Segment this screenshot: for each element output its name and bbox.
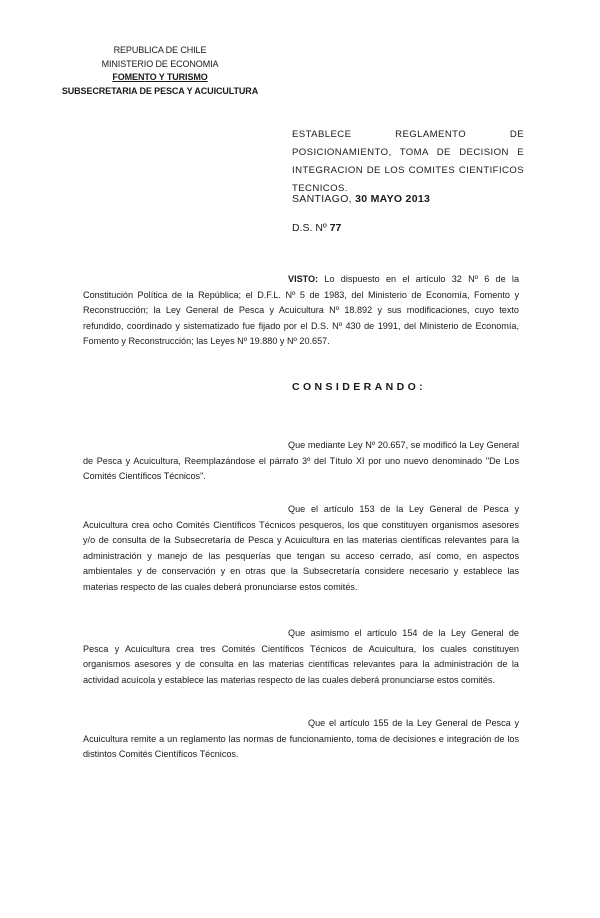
visto-paragraph — [83, 272, 519, 350]
decree-title: ESTABLECE REGLAMENTO DE POSICIONAMIENTO, TOMA DE DECISION E INTEGRACION DE LOS COMITES CIENTIFICOS TECNICOS. — [292, 129, 524, 194]
letterhead-ministry-sub: FOMENTO Y TURISMO — [112, 72, 208, 82]
considerando-paragraph — [83, 626, 519, 688]
letterhead-undersecretariat: SUBSECRETARIA DE PESCA Y ACUICULTURA — [61, 85, 259, 96]
considerando-paragraph — [83, 502, 519, 596]
paragraph-text: Que el artículo 155 de la Ley General de Pesca y Acuicultura remite a un reglamento las normas de funcionamiento, toma de decisiones e integración de los distintos Comités Científicos Técnicos. — [83, 718, 519, 760]
considerando-paragraph — [83, 438, 519, 485]
decree-number-label: D.S. Nº — [292, 222, 327, 234]
letterhead-ministry: MINISTERIO DE ECONOMIA — [101, 58, 219, 69]
visto-keyword: VISTO: — [288, 274, 319, 284]
letterhead-country: REPUBLICA DE CHILE — [113, 45, 207, 55]
decree-number-value: 77 — [329, 222, 342, 234]
decree-number — [292, 222, 341, 234]
paragraph-text: Que mediante Ley Nº 20.657, se modificó la Ley General de Pesca y Acuicultura, Reemplazándose el párrafo 3º del Título XI por uno nuevo denominado "De Los Comités Científicos Técnicos". — [83, 440, 519, 482]
visto-text: Lo dispuesto en el artículo 32 Nº 6 de la Constitución Política de la República; el D.F.L. Nº 5 de 1983, del Ministerio de Economía, Fomento y Reconstrucción; la Ley General de Pesca y Acuicultura Nº 18.892 y sus modificaciones, cuyo texto refundido, coordinado y sistematizado fue fijado por el D.S. Nº 430 de 1991, del Ministerio de Economía, Fomento y Reconstrucción; las Leyes Nº 19.880 y Nº 20.657. — [83, 274, 519, 347]
considerando-paragraph — [83, 716, 519, 763]
dateline — [292, 193, 430, 205]
paragraph-text: Que asimismo el artículo 154 de la Ley General de Pesca y Acuicultura crea tres Comités Científicos Técnicos de Acuicultura, los cuales constituyen organismos asesores y de consulta en las materias científicas relevantes para la administración de la actividad acuícola y establece las materias respecto de las cuales deberá pronunciarse estos comités. — [83, 628, 519, 685]
letterhead — [40, 44, 280, 98]
paragraph-text: Que el artículo 153 de la Ley General de Pesca y Acuicultura crea ocho Comités Científicos Técnicos pesqueros, los que constituyen organismos asesores y/o de consulta de la Subsecretaría de Pesca y Acuicultura en las materias científicas relevantes para la administración y manejo de las pesquerías que tengan su acceso cerrado, así como, en aspectos ambientales y de conservación y en otras que la Subsecretaría considere necesario y establece las materias respecto de las cuales deberá pronunciarse estos comités. — [83, 504, 519, 592]
considerando-heading: CONSIDERANDO: — [292, 381, 427, 393]
dateline-date: 30 MAYO 2013 — [355, 193, 431, 205]
dateline-city: SANTIAGO, — [292, 193, 352, 205]
